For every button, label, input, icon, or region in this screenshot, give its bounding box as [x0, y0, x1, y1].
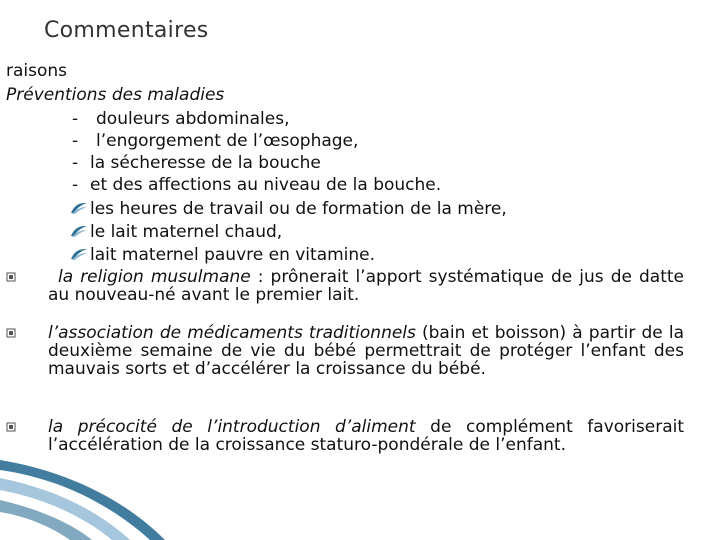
dash-item-text: la sécheresse de la bouche: [90, 153, 321, 173]
dash-item: [72, 174, 441, 196]
paragraph: [48, 324, 684, 378]
paragraph-text: : prônerait l’apport systématique de jus de datte au nouveau-né avant le premier lait.: [48, 267, 685, 305]
swoosh-bullet-icon: [70, 247, 88, 261]
dash-marker: -: [72, 153, 79, 173]
square-bullet-icon: [6, 328, 16, 338]
swoosh-bullet-icon: [70, 224, 88, 238]
paragraph-text: (bain et boisson) à partir de la deuxième semaine de vie du bébé permettrait de protéger l’enfant des mauvais sorts et d’accélérer la croissance du bébé.: [48, 323, 684, 379]
raisons-line: raisons: [6, 61, 68, 81]
paragraph: [48, 268, 684, 304]
paragraph-emphasis: la précocité de l’introduction d’aliment: [48, 417, 416, 437]
paragraph-emphasis: la religion musulmane: [58, 267, 251, 287]
dash-item-text: et des affections au niveau de la bouche.: [90, 175, 442, 195]
square-bullet-icon: [6, 422, 16, 432]
preventions-heading: Préventions des maladies: [6, 85, 225, 105]
dash-item-text: douleurs abdominales,: [96, 109, 290, 129]
swoosh-item: [70, 198, 507, 220]
dash-item-text: l’engorgement de l’œsophage,: [96, 131, 359, 151]
dash-marker: -: [72, 175, 79, 195]
slide-title: Commentaires: [44, 18, 209, 43]
dash-marker: -: [72, 109, 79, 129]
paragraph-emphasis: l’association de médicaments traditionnels: [48, 323, 416, 343]
dash-item: [72, 152, 321, 174]
swoosh-bullet-icon: [70, 201, 88, 215]
swoosh-item-text: le lait maternel chaud,: [90, 222, 283, 242]
swoosh-item: [70, 221, 282, 243]
paragraph-text: de complément favoriserait l’accélération de la croissance staturo-pondérale de l’enfant.: [48, 417, 684, 455]
dash-item: [72, 108, 290, 130]
dash-marker: -: [72, 131, 79, 151]
swoosh-item: [70, 244, 375, 266]
square-bullet-icon: [6, 272, 16, 282]
dash-item: [72, 130, 358, 152]
swoosh-item-text: les heures de travail ou de formation de la mère,: [90, 199, 507, 219]
paragraph: [48, 418, 684, 454]
swoosh-item-text: lait maternel pauvre en vitamine.: [90, 245, 376, 265]
